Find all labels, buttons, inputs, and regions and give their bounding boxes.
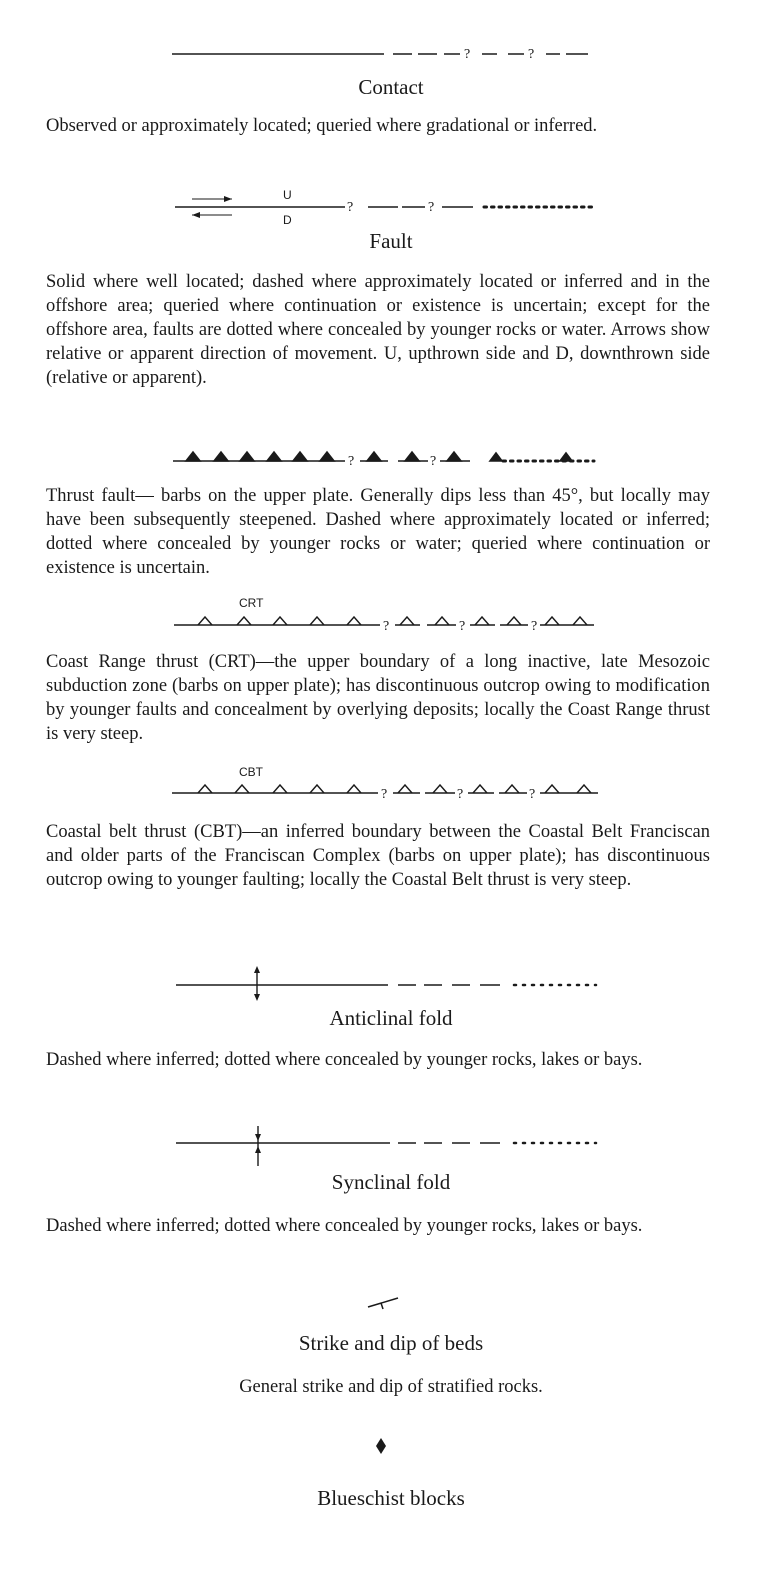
query-mark: ? [381, 787, 388, 802]
query-mark: ? [459, 619, 466, 634]
query-mark: ? [383, 619, 390, 634]
contact-title: Contact [358, 75, 424, 99]
synclinal-fold-title: Synclinal fold [331, 1170, 451, 1194]
strike-dip-description: General strike and dip of stratified rocks. [239, 1377, 543, 1397]
synclinal-fold-description: Dashed where inferred; dotted where concealed by younger rocks, lakes or bays. [46, 1216, 643, 1236]
query-mark: ? [464, 47, 471, 62]
query-mark: ? [528, 47, 535, 62]
anticlinal-fold-symbol [176, 969, 596, 998]
query-mark: ? [428, 200, 435, 215]
blueschist-diamond-icon [376, 1438, 386, 1454]
query-mark: ? [529, 787, 536, 802]
blueschist-title: Blueschist blocks [317, 1486, 465, 1510]
query-mark: ? [457, 787, 464, 802]
fault-description: Solid where well located; dashed where approximately located or inferred and in the offshore area; queried where continuation or existence is uncertain; except for the offshore area, faults are dotted where concealed by younger rocks or water. Arrows show relative or apparent direction of movement. U, upthrown side and D, downthrown side (relative or apparent). [46, 272, 710, 388]
anticlinal-fold-description: Dashed where inferred; dotted where concealed by younger rocks, lakes or bays. [46, 1050, 643, 1070]
anticlinal-fold-title: Anticlinal fold [329, 1006, 453, 1030]
fault-title: Fault [369, 229, 413, 253]
strike-dip-icon [368, 1298, 398, 1309]
fault-symbol [175, 199, 594, 215]
thrust-fault-description: Thrust fault— barbs on the upper plate. Generally dips less than 45°, but locally may have been subsequently steepened. Dashed where approximately located or inferred; dotted where concealed by younger rocks or water; queried where continuation or existence is uncertain. [46, 486, 710, 578]
crt-symbol-label: CRT [239, 596, 264, 610]
query-mark: ? [430, 454, 437, 469]
synclinal-fold-symbol [176, 1126, 596, 1166]
query-mark: ? [347, 200, 354, 215]
fault-upthrown-label: U [283, 188, 292, 202]
coastal-belt-thrust-description: Coastal belt thrust (CBT)—an inferred boundary between the Coastal Belt Franciscan and older parts of the Franciscan Complex (barbs on upper plate); has discontinuous outcrop owing to younger faulting; locally the Coastal Belt thrust is very steep. [46, 822, 710, 890]
query-mark: ? [348, 454, 355, 469]
contact-description: Observed or approximately located; queried where gradational or inferred. [46, 116, 598, 136]
coast-range-thrust-description: Coast Range thrust (CRT)—the upper boundary of a long inactive, late Mesozoic subduction zone (barbs on upper plate); has discontinuous outcrop owing to modification by younger faults and concealment by overlying deposits; locally the Coast Range thrust is very steep. [46, 652, 710, 744]
thrust-fault-symbol [173, 452, 594, 461]
query-mark: ? [531, 619, 538, 634]
strike-dip-title: Strike and dip of beds [298, 1331, 484, 1355]
cbt-symbol-label: CBT [239, 765, 263, 779]
fault-downthrown-label: D [283, 213, 292, 227]
